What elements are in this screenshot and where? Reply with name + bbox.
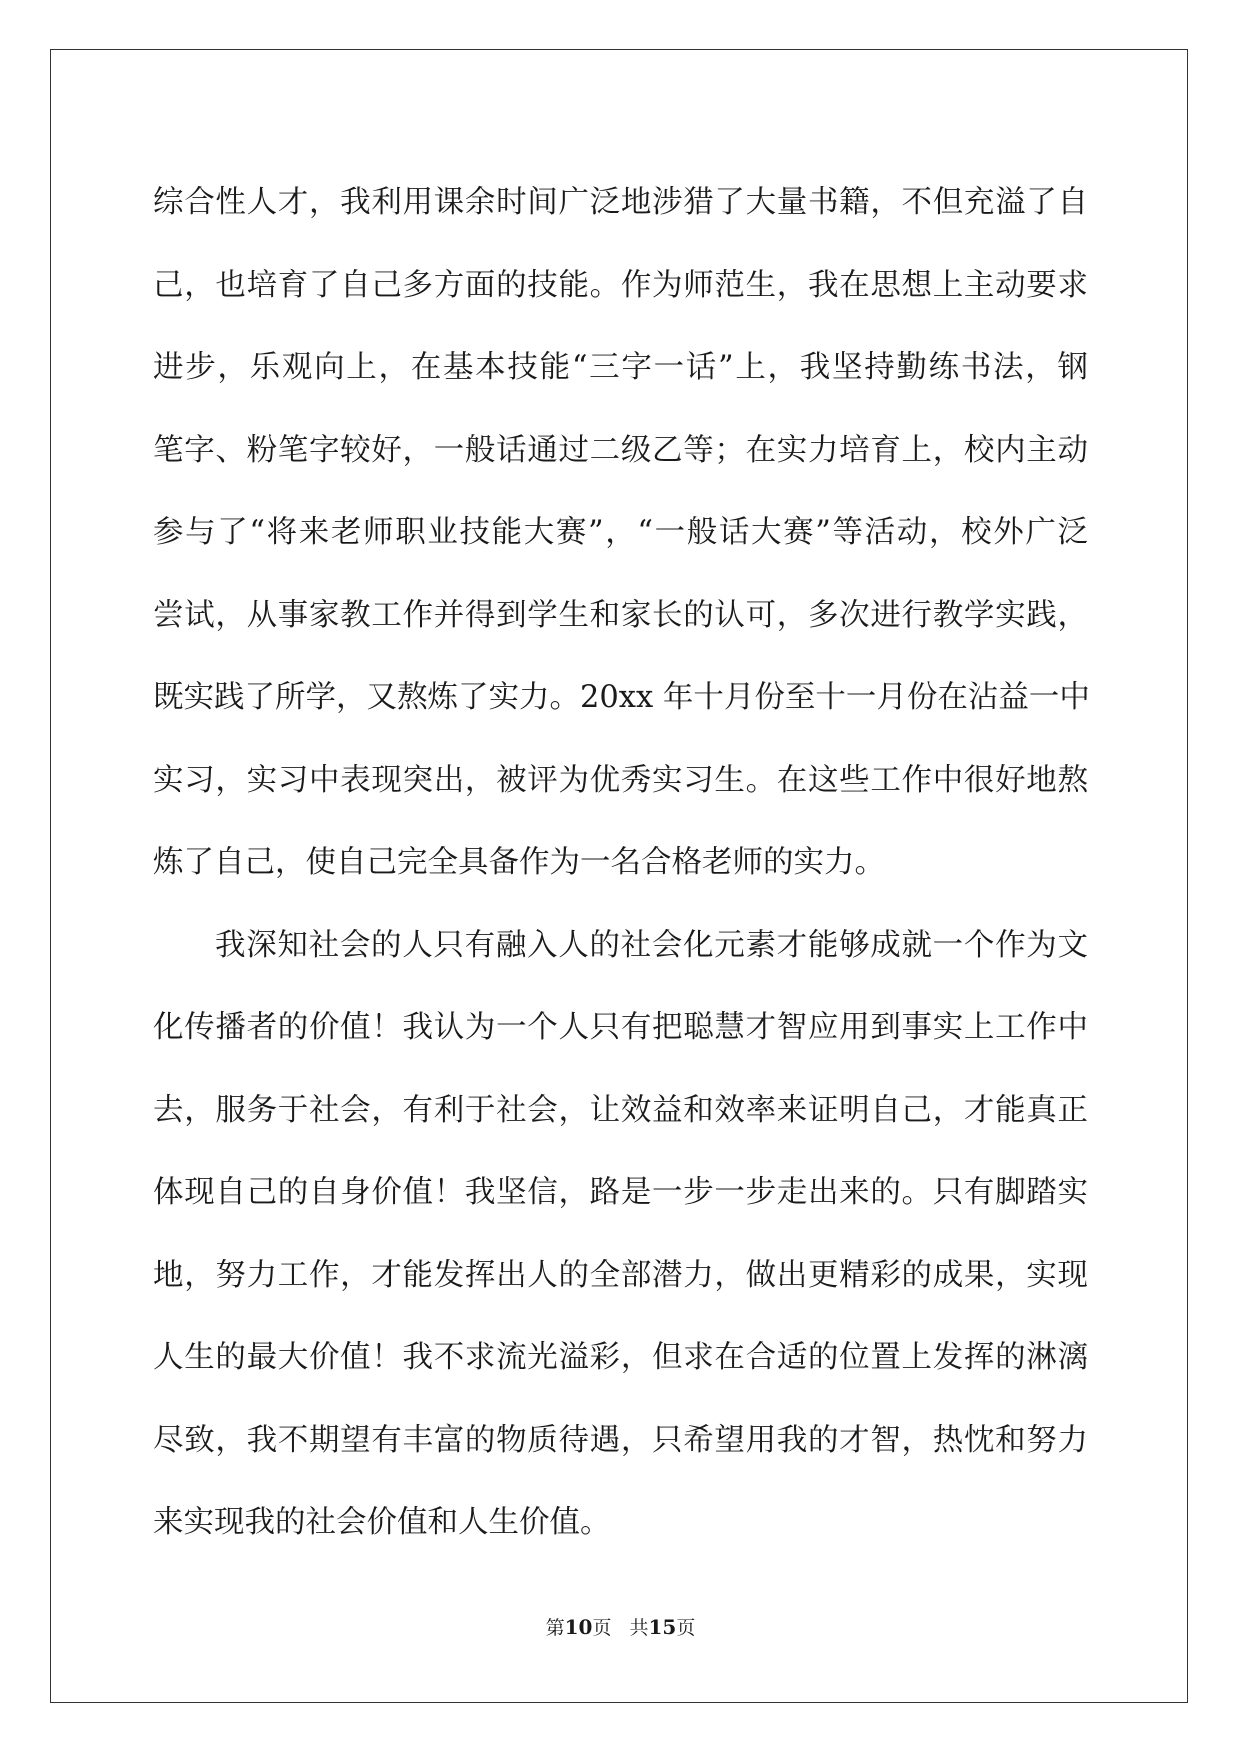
text-line: 地，努力工作，才能发挥出人的全部潜力，做出更精彩的成果，实现 <box>153 1257 1088 1293</box>
text-line: 我深知社会的人只有融入人的社会化元素才能够成就一个作为文 <box>215 927 1088 963</box>
text-line: 化传播者的价值！我认为一个人只有把聪慧才智应用到事实上工作中 <box>153 1010 1088 1045</box>
text-line: 实习，实习中表现突出，被评为优秀实习生。在这些工作中很好地熬 <box>153 762 1088 798</box>
current-page-number: 10 <box>564 1615 593 1639</box>
text-line: 进步，乐观向上，在基本技能“三字一话”上，我坚持勤练书法，钢 <box>153 350 1088 385</box>
text-line: 尝试，从事家教工作并得到学生和家长的认可，多次进行教学实践， <box>153 597 1088 633</box>
page-suffix: 页 <box>592 1617 612 1639</box>
text-line: 既实践了所学，又熬炼了实力。20xx 年十月份至十一月份在沾益一中 <box>153 680 1090 715</box>
document-body <box>153 162 1088 1565</box>
text-line: 笔字、粉笔字较好，一般话通过二级乙等；在实力培育上，校内主动 <box>153 432 1088 468</box>
text-line: 体现自己的自身价值！我坚信，路是一步一步走出来的。只有脚踏实 <box>153 1175 1088 1210</box>
total-suffix: 页 <box>676 1617 696 1639</box>
text-line: 尽致，我不期望有丰富的物质待遇，只希望用我的才智，热忱和努力 <box>153 1422 1088 1458</box>
text-line: 来实现我的社会价值和人生价值。 <box>153 1505 611 1540</box>
page-number-footer <box>0 1614 1241 1641</box>
text-line: 去，服务于社会，有利于社会，让效益和效率来证明自己，才能真正 <box>153 1092 1088 1128</box>
text-line: 炼了自己，使自己完全具备作为一名合格老师的实力。 <box>153 845 885 880</box>
text-line: 己，也培育了自己多方面的技能。作为师范生，我在思想上主动要求 <box>153 267 1088 303</box>
page-prefix: 第 <box>545 1617 565 1639</box>
total-prefix: 共 <box>629 1617 649 1639</box>
text-line: 综合性人才，我利用课余时间广泛地涉猎了大量书籍，不但充溢了自 <box>153 185 1088 220</box>
total-page-number: 15 <box>648 1615 677 1639</box>
text-line: 参与了“将来老师职业技能大赛”，“一般话大赛”等活动，校外广泛 <box>153 515 1088 550</box>
text-line: 人生的最大价值！我不求流光溢彩，但求在合适的位置上发挥的淋漓 <box>153 1340 1088 1375</box>
